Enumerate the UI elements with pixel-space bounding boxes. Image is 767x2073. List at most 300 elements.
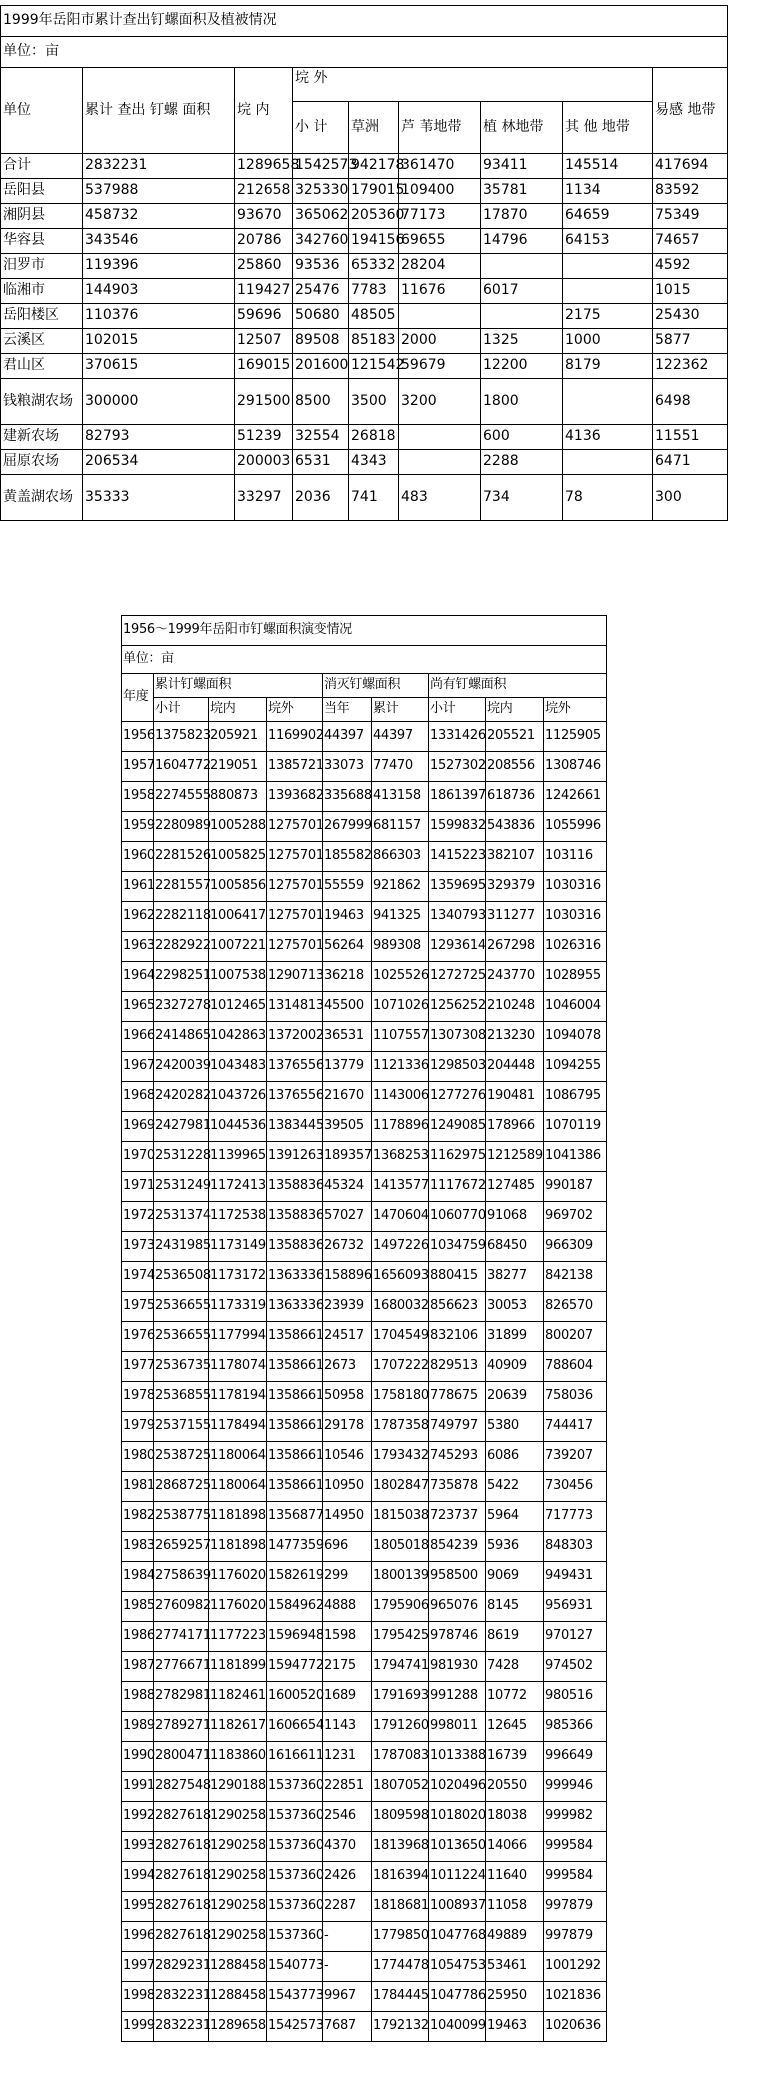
table-cell: 1385721: [267, 752, 323, 782]
table-cell: 31899: [486, 1322, 544, 1352]
year-cell: 1982: [122, 1502, 154, 1532]
table-cell: 23939: [323, 1292, 372, 1322]
table-row: [122, 1652, 607, 1682]
table-cell: 365062: [293, 204, 349, 229]
table-cell: 36531: [323, 1022, 372, 1052]
table-cell: 65332: [349, 254, 399, 279]
table-cell: 1793432: [372, 1442, 429, 1472]
table-cell: 2827618: [154, 1922, 209, 1952]
table-cell: 2282118: [154, 902, 209, 932]
table-cell: 2536735: [154, 1352, 209, 1382]
table-cell: 1143006: [372, 1082, 429, 1112]
table-cell: 1172538: [209, 1202, 267, 1232]
row-label: 湘阴县: [1, 204, 83, 229]
table-cell: 1807052: [372, 1772, 429, 1802]
table-cell: 219051: [209, 752, 267, 782]
table-cell: 4136: [563, 425, 653, 450]
header-grassland: 草洲: [349, 102, 399, 154]
table-cell: 2829231: [154, 1952, 209, 1982]
table-cell: 1046004: [544, 992, 607, 1022]
table-cell: 57027: [323, 1202, 372, 1232]
table1-title: 1999年岳阳市累计查出钉螺面积及植被情况: [1, 6, 728, 37]
header-inside: 垸内: [209, 698, 267, 722]
table-cell: 1020636: [544, 2012, 607, 2042]
table-cell: 2288: [481, 450, 563, 475]
year-cell: 1991: [122, 1772, 154, 1802]
table-cell: 941325: [372, 902, 429, 932]
table-cell: 1540773: [267, 1952, 323, 1982]
table-cell: 1275701: [267, 812, 323, 842]
table-cell: 413158: [372, 782, 429, 812]
table-cell: 110376: [83, 304, 235, 329]
table-cell: 1013388: [429, 1742, 486, 1772]
table-cell: 50680: [293, 304, 349, 329]
table-cell: 1477359: [267, 1532, 323, 1562]
table-cell: 1358836: [267, 1232, 323, 1262]
table-cell: 1596948: [267, 1622, 323, 1652]
table-cell: 1180064: [209, 1472, 267, 1502]
header-outside: 垸外: [544, 698, 607, 722]
table-cell: 1289658: [209, 2012, 267, 2042]
table-cell: 1787083: [372, 1742, 429, 1772]
table-cell: 999982: [544, 1802, 607, 1832]
table-cell: 14796: [481, 229, 563, 254]
table-cell: 2426: [323, 1862, 372, 1892]
table-cell: 1121336: [372, 1052, 429, 1082]
table-cell: 1178896: [372, 1112, 429, 1142]
table-cell: 5380: [486, 1412, 544, 1442]
table-cell: 1358836: [267, 1202, 323, 1232]
header-year: 年度: [122, 674, 154, 722]
table-cell: 2287: [323, 1892, 372, 1922]
table-cell: 69655: [399, 229, 481, 254]
header-outside: 垸 外: [293, 68, 653, 102]
vegetation-table: [0, 5, 728, 521]
table-cell: 1363336: [267, 1262, 323, 1292]
row-label: 岳阳县: [1, 179, 83, 204]
table-row: [122, 1802, 607, 1832]
table-cell: 205360: [349, 204, 399, 229]
table-cell: 1598: [323, 1622, 372, 1652]
table-cell: 1000: [563, 329, 653, 354]
table-cell: 969702: [544, 1202, 607, 1232]
table-cell: 956931: [544, 1592, 607, 1622]
table-cell: 1791693: [372, 1682, 429, 1712]
table-cell: 1041386: [544, 1142, 607, 1172]
table-cell: 1584962: [267, 1592, 323, 1622]
table-cell: 5936: [486, 1532, 544, 1562]
table-row: [1, 354, 728, 379]
table-cell: 537988: [83, 179, 235, 204]
year-cell: 1970: [122, 1142, 154, 1172]
table-row: [122, 1142, 607, 1172]
row-label: 华容县: [1, 229, 83, 254]
table-cell: 2531374: [154, 1202, 209, 1232]
table-cell: 17870: [481, 204, 563, 229]
table-row: [122, 1322, 607, 1352]
table-cell: 89508: [293, 329, 349, 354]
table-cell: 2531249: [154, 1172, 209, 1202]
table-cell: 1094255: [544, 1052, 607, 1082]
year-cell: 1979: [122, 1412, 154, 1442]
table-cell: 243770: [486, 962, 544, 992]
table-cell: 826570: [544, 1292, 607, 1322]
year-cell: 1974: [122, 1262, 154, 1292]
table-cell: 5422: [486, 1472, 544, 1502]
table-cell: 64153: [563, 229, 653, 254]
table-cell: 2531228: [154, 1142, 209, 1172]
table-cell: 185582: [323, 842, 372, 872]
table-cell: 734: [481, 475, 563, 521]
table-cell: 974502: [544, 1652, 607, 1682]
table-cell: 2420282: [154, 1082, 209, 1112]
year-cell: 1985: [122, 1592, 154, 1622]
row-label: 合计: [1, 154, 83, 179]
table-cell: 2538725: [154, 1442, 209, 1472]
table-cell: 800207: [544, 1322, 607, 1352]
table-cell: 29178: [323, 1412, 372, 1442]
table-cell: [481, 304, 563, 329]
table-row: [1, 304, 728, 329]
table-cell: 2673: [323, 1352, 372, 1382]
table-cell: 25476: [293, 279, 349, 304]
table-cell: 342760: [293, 229, 349, 254]
table-cell: 1391263: [267, 1142, 323, 1172]
table-cell: 1178194: [209, 1382, 267, 1412]
table-cell: 2827618: [154, 1892, 209, 1922]
table-cell: 989308: [372, 932, 429, 962]
table-cell: 1307308: [429, 1022, 486, 1052]
table-cell: 1358661: [267, 1352, 323, 1382]
table-cell: 1005825: [209, 842, 267, 872]
table-cell: 1182461: [209, 1682, 267, 1712]
header-reed: 芦 苇地带: [399, 102, 481, 154]
table-cell: 1582619: [267, 1562, 323, 1592]
table-cell: 1021836: [544, 1982, 607, 2012]
table-cell: 36218: [323, 962, 372, 992]
table-cell: 842138: [544, 1262, 607, 1292]
table-cell: 25950: [486, 1982, 544, 2012]
table-cell: 1030316: [544, 872, 607, 902]
table-cell: 880415: [429, 1262, 486, 1292]
year-cell: 1957: [122, 752, 154, 782]
table-cell: 190481: [486, 1082, 544, 1112]
table-cell: 2280989: [154, 812, 209, 842]
header-inside: 垸内: [486, 698, 544, 722]
table-cell: 1005288: [209, 812, 267, 842]
table-cell: 14066: [486, 1832, 544, 1862]
year-cell: 1962: [122, 902, 154, 932]
table-cell: 1800: [481, 379, 563, 425]
table-cell: 991288: [429, 1682, 486, 1712]
table-cell: 35333: [83, 475, 235, 521]
table-cell: 30053: [486, 1292, 544, 1322]
table-cell: 2776671: [154, 1652, 209, 1682]
table-cell: 1275701: [267, 872, 323, 902]
table-cell: 4888: [323, 1592, 372, 1622]
table-cell: 12507: [235, 329, 293, 354]
table-cell: 1792132: [372, 2012, 429, 2042]
table-row: [122, 902, 607, 932]
table1-body: [1, 154, 728, 521]
table-cell: 2832231: [154, 2012, 209, 2042]
table-cell: 1470604: [372, 1202, 429, 1232]
table-cell: 7687: [323, 2012, 372, 2042]
table-cell: 1256252: [429, 992, 486, 1022]
table-row: [122, 842, 607, 872]
table-cell: 1606654: [267, 1712, 323, 1742]
table-cell: 1497226: [372, 1232, 429, 1262]
table-cell: 1794741: [372, 1652, 429, 1682]
table-cell: 1143: [323, 1712, 372, 1742]
table-cell: 1413577: [372, 1172, 429, 1202]
year-cell: 1971: [122, 1172, 154, 1202]
table-row: [122, 1862, 607, 1892]
table-cell: 1290188: [209, 1772, 267, 1802]
table-cell: 1689: [323, 1682, 372, 1712]
table-cell: 1376556: [267, 1082, 323, 1112]
table-cell: 1368253: [372, 1142, 429, 1172]
table-cell: 1047768: [429, 1922, 486, 1952]
year-cell: 1963: [122, 932, 154, 962]
table-cell: 8500: [293, 379, 349, 425]
table-cell: 7428: [486, 1652, 544, 1682]
table-cell: 1376556: [267, 1052, 323, 1082]
row-label: 钱粮湖农场: [1, 379, 83, 425]
table-cell: 300000: [83, 379, 235, 425]
table-row: [122, 932, 607, 962]
table-cell: 145514: [563, 154, 653, 179]
table-cell: 981930: [429, 1652, 486, 1682]
table-row: [122, 722, 607, 752]
table-cell: 1275701: [267, 932, 323, 962]
row-label: 岳阳楼区: [1, 304, 83, 329]
table-cell: 1795906: [372, 1592, 429, 1622]
table-cell: 1774478: [372, 1952, 429, 1982]
row-label: 临湘市: [1, 279, 83, 304]
table-cell: 1176020: [209, 1592, 267, 1622]
table-cell: 1358661: [267, 1442, 323, 1472]
table-cell: 1288458: [209, 1952, 267, 1982]
table-cell: 1288458: [209, 1982, 267, 2012]
table-cell: 1086795: [544, 1082, 607, 1112]
table-row: [122, 1292, 607, 1322]
table-cell: 2827618: [154, 1802, 209, 1832]
table-cell: 77470: [372, 752, 429, 782]
table-row: [122, 1682, 607, 1712]
table-cell: [563, 254, 653, 279]
table-cell: 1060770: [429, 1202, 486, 1232]
table-row: [122, 992, 607, 1022]
header-cumulative-area: 累计钉螺面积: [154, 674, 323, 698]
year-cell: 1980: [122, 1442, 154, 1472]
table-cell: 44397: [372, 722, 429, 752]
table-cell: 382107: [486, 842, 544, 872]
table-cell: 82793: [83, 425, 235, 450]
table-cell: 38277: [486, 1262, 544, 1292]
table-cell: 1704549: [372, 1322, 429, 1352]
table-cell: 1007221: [209, 932, 267, 962]
table-cell: 2000: [399, 329, 481, 354]
table-row: [122, 962, 607, 992]
table-cell: 1791260: [372, 1712, 429, 1742]
table-cell: 745293: [429, 1442, 486, 1472]
table-row: [122, 1772, 607, 1802]
table-cell: 45500: [323, 992, 372, 1022]
table-cell: 75349: [653, 204, 728, 229]
table-cell: 343546: [83, 229, 235, 254]
table-cell: 2431985: [154, 1232, 209, 1262]
table-cell: 1293614: [429, 932, 486, 962]
year-cell: 1994: [122, 1862, 154, 1892]
table-cell: 1011224: [429, 1862, 486, 1892]
table-cell: 28204: [399, 254, 481, 279]
table2-body: [122, 722, 607, 2042]
table-cell: 1356877: [267, 1502, 323, 1532]
table-cell: 361470: [399, 154, 481, 179]
table-cell: 1025526: [372, 962, 429, 992]
table-cell: 1290258: [209, 1892, 267, 1922]
year-cell: 1988: [122, 1682, 154, 1712]
table-cell: 4343: [349, 450, 399, 475]
header-this-year: 当年: [323, 698, 372, 722]
table-cell: 1383445: [267, 1112, 323, 1142]
table-cell: 1181899: [209, 1652, 267, 1682]
table-row: [122, 1352, 607, 1382]
table-cell: 744417: [544, 1412, 607, 1442]
year-cell: 1992: [122, 1802, 154, 1832]
table-row: [1, 229, 728, 254]
table-cell: 1040099: [429, 2012, 486, 2042]
table-cell: 417694: [653, 154, 728, 179]
table-cell: 16739: [486, 1742, 544, 1772]
table-cell: 1290258: [209, 1922, 267, 1952]
table-cell: 2538775: [154, 1502, 209, 1532]
table-cell: 1298503: [429, 1052, 486, 1082]
table-cell: 2758639: [154, 1562, 209, 1592]
row-label: 君山区: [1, 354, 83, 379]
table-cell: 1375823: [154, 722, 209, 752]
table-cell: [563, 379, 653, 425]
table-cell: 980516: [544, 1682, 607, 1712]
table-cell: 2274555: [154, 782, 209, 812]
year-cell: 1961: [122, 872, 154, 902]
table-cell: 169015: [235, 354, 293, 379]
table-cell: 832106: [429, 1322, 486, 1352]
table-cell: 1117672: [429, 1172, 486, 1202]
table-cell: 210248: [486, 992, 544, 1022]
table-cell: 2827618: [154, 1862, 209, 1892]
table-cell: 2281557: [154, 872, 209, 902]
table-cell: 1070119: [544, 1112, 607, 1142]
row-label: 建新农场: [1, 425, 83, 450]
table-cell: 1358836: [267, 1172, 323, 1202]
table-row: [122, 1472, 607, 1502]
table-cell: 1012465: [209, 992, 267, 1022]
table-cell: 1805018: [372, 1532, 429, 1562]
table-cell: 1180064: [209, 1442, 267, 1472]
table-cell: 213230: [486, 1022, 544, 1052]
table-cell: 1800139: [372, 1562, 429, 1592]
table-cell: 1249085: [429, 1112, 486, 1142]
table-cell: 1537360: [267, 1922, 323, 1952]
table-cell: 109400: [399, 179, 481, 204]
table-row: [1, 154, 728, 179]
table-row: [122, 1052, 607, 1082]
table-cell: 2427981: [154, 1112, 209, 1142]
table-cell: 1861397: [429, 782, 486, 812]
table-cell: 1802847: [372, 1472, 429, 1502]
table-cell: 1537360: [267, 1862, 323, 1892]
table-cell: 4592: [653, 254, 728, 279]
table-cell: 4370: [323, 1832, 372, 1862]
table-row: [122, 1262, 607, 1292]
table-cell: 12200: [481, 354, 563, 379]
table-cell: 3200: [399, 379, 481, 425]
table-cell: 1331426: [429, 722, 486, 752]
table-cell: 723737: [429, 1502, 486, 1532]
table-cell: 2546: [323, 1802, 372, 1832]
header-forest: 植 林地带: [481, 102, 563, 154]
table-row: [1, 254, 728, 279]
table-cell: 730456: [544, 1472, 607, 1502]
table-cell: 1008937: [429, 1892, 486, 1922]
table-cell: 7783: [349, 279, 399, 304]
table-cell: 1358661: [267, 1412, 323, 1442]
table-cell: 1289658: [235, 154, 293, 179]
table-cell: 735878: [429, 1472, 486, 1502]
table-cell: 978746: [429, 1622, 486, 1652]
table-cell: 200003: [235, 450, 293, 475]
table-cell: 53461: [486, 1952, 544, 1982]
table-cell: 78: [563, 475, 653, 521]
table-cell: 1028955: [544, 962, 607, 992]
table-row: [122, 1832, 607, 1862]
table-cell: [481, 254, 563, 279]
table-cell: 958500: [429, 1562, 486, 1592]
table-cell: 1707222: [372, 1352, 429, 1382]
table-cell: 119427: [235, 279, 293, 304]
table-cell: 121542: [349, 354, 399, 379]
header-subtotal: 小 计: [293, 102, 349, 154]
table-cell: 93536: [293, 254, 349, 279]
table-cell: 19463: [323, 902, 372, 932]
table-cell: 1026316: [544, 932, 607, 962]
table-cell: 1600520: [267, 1682, 323, 1712]
year-cell: 1999: [122, 2012, 154, 2042]
table-cell: 2782981: [154, 1682, 209, 1712]
table-cell: 144903: [83, 279, 235, 304]
table-cell: 10950: [323, 1472, 372, 1502]
table-cell: 1231: [323, 1742, 372, 1772]
table-cell: 91068: [486, 1202, 544, 1232]
table-row: [1, 279, 728, 304]
table-cell: 2420039: [154, 1052, 209, 1082]
table-cell: 921862: [372, 872, 429, 902]
table-cell: 25430: [653, 304, 728, 329]
table-cell: 1537360: [267, 1832, 323, 1862]
table-cell: 1784445: [372, 1982, 429, 2012]
table-cell: 1173149: [209, 1232, 267, 1262]
table-cell: 1537360: [267, 1892, 323, 1922]
table-row: [1, 329, 728, 354]
table-row: [122, 1622, 607, 1652]
table-cell: 998011: [429, 1712, 486, 1742]
table-cell: [399, 450, 481, 475]
table-cell: 85183: [349, 329, 399, 354]
table-cell: 212658: [235, 179, 293, 204]
table-cell: 1054753: [429, 1952, 486, 1982]
